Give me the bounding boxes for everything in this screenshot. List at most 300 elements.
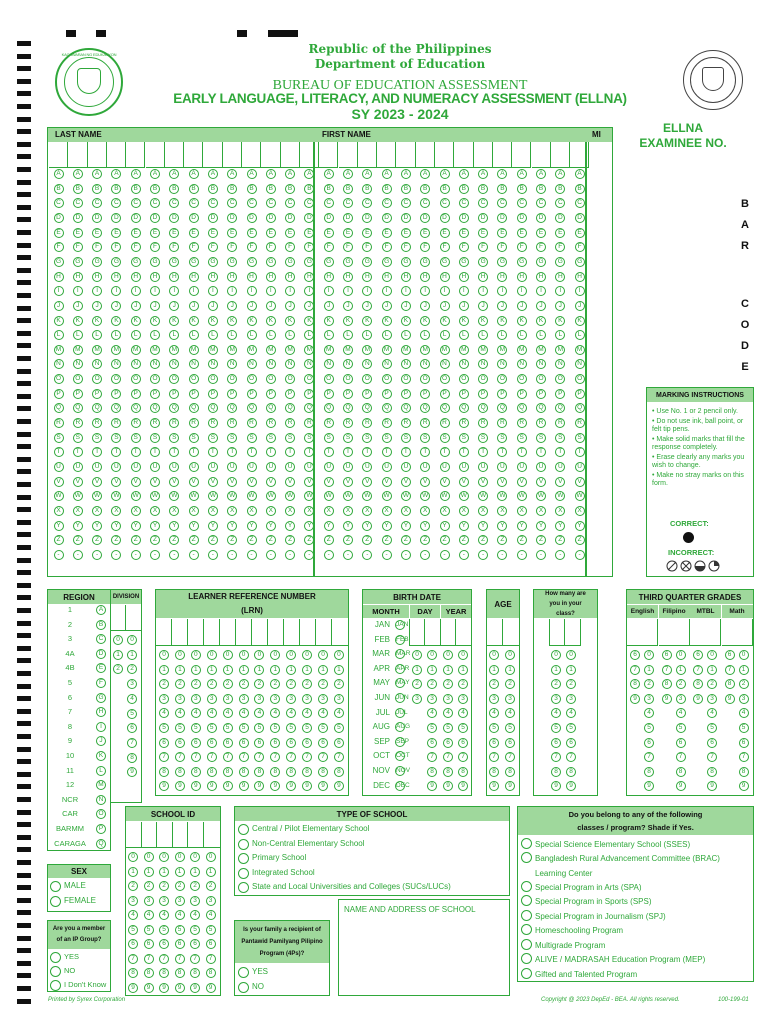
name-letter-bubble[interactable]: T — [459, 447, 469, 457]
name-letter-bubble[interactable]: I — [517, 286, 527, 296]
division-bubble[interactable]: 9 — [127, 767, 137, 777]
name-letter-bubble[interactable]: X — [440, 506, 450, 516]
age-bubble[interactable]: 3 — [489, 694, 499, 704]
name-letter-bubble[interactable]: J — [420, 301, 430, 311]
grade-bubble[interactable]: 5 — [739, 723, 749, 733]
name-letter-bubble[interactable]: W — [74, 492, 81, 500]
name-letter-bubble[interactable]: U — [111, 462, 121, 472]
school-id-bubble[interactable]: 2 — [128, 881, 138, 891]
grade-bubble[interactable]: 3 — [644, 694, 654, 704]
name-letter-bubble[interactable]: C — [247, 198, 257, 208]
lrn-bubble[interactable]: 7 — [286, 752, 296, 762]
name-letter-bubble[interactable]: R — [459, 418, 469, 428]
name-letter-bubble[interactable]: Q — [169, 403, 179, 413]
class-count-bubble[interactable]: 5 — [566, 723, 576, 733]
name-letter-bubble[interactable]: G — [343, 257, 353, 267]
name-letter-bubble[interactable]: H — [304, 272, 314, 282]
name-letter-bubble[interactable]: G — [285, 257, 295, 267]
month-bubble[interactable]: JAN — [396, 621, 409, 628]
name-letter-bubble[interactable]: R — [343, 418, 353, 428]
name-letter-bubble[interactable]: S — [401, 433, 411, 443]
ip-group-option[interactable]: NO — [50, 966, 75, 975]
lrn-bubble[interactable]: 4 — [175, 708, 185, 718]
name-letter-bubble[interactable]: F — [189, 242, 199, 252]
name-letter-bubble[interactable]: V — [440, 477, 450, 487]
grade-bubble[interactable]: 6 — [725, 650, 735, 660]
name-letter-bubble[interactable]: B — [517, 184, 527, 194]
name-letter-bubble[interactable]: U — [555, 462, 565, 472]
month-bubble[interactable]: AUG — [396, 723, 411, 731]
name-letter-bubble[interactable]: L — [111, 330, 121, 340]
name-letter-bubble[interactable]: L — [343, 330, 353, 340]
year-bubble[interactable]: 0 — [458, 650, 468, 660]
class-count-bubble[interactable]: 9 — [566, 781, 576, 791]
name-letter-bubble[interactable]: S — [54, 433, 64, 443]
name-letter-bubble[interactable]: B — [459, 184, 469, 194]
division-bubble[interactable]: 5 — [127, 709, 137, 719]
name-letter-bubble[interactable]: M — [497, 345, 507, 355]
name-letter-bubble[interactable]: K — [459, 316, 469, 326]
name-letter-bubble[interactable]: D — [478, 213, 488, 223]
name-letter-bubble[interactable]: F — [73, 242, 83, 252]
year-bubble[interactable]: 5 — [458, 723, 468, 733]
month-bubble[interactable]: DEC — [396, 781, 410, 789]
name-letter-bubble[interactable]: Q — [54, 403, 64, 413]
grade-bubble[interactable]: 7 — [693, 665, 703, 675]
name-letter-bubble[interactable]: E — [324, 228, 334, 238]
name-letter-bubble[interactable]: F — [420, 242, 430, 252]
name-letter-bubble[interactable]: X — [555, 506, 565, 516]
name-letter-bubble[interactable]: M — [131, 345, 141, 355]
name-letter-bubble[interactable]: I — [266, 286, 276, 296]
name-letter-bubble[interactable]: W — [576, 492, 583, 500]
name-letter-bubble[interactable]: C — [536, 198, 546, 208]
name-letter-bubble[interactable]: G — [169, 257, 179, 267]
name-letter-bubble[interactable]: - — [189, 550, 199, 560]
name-letter-bubble[interactable]: O — [247, 374, 257, 384]
name-letter-bubble[interactable]: S — [92, 433, 102, 443]
school-id-bubble[interactable]: 4 — [190, 910, 200, 920]
lrn-bubble[interactable]: 0 — [239, 650, 249, 660]
grade-entry-box[interactable] — [690, 619, 721, 646]
school-id-bubble[interactable]: 5 — [190, 925, 200, 935]
age-bubble[interactable]: 9 — [489, 781, 499, 791]
grade-bubble[interactable]: 8 — [662, 679, 672, 689]
school-id-bubble[interactable]: 4 — [175, 910, 185, 920]
name-letter-bubble[interactable]: Q — [343, 403, 353, 413]
grade-bubble[interactable]: 9 — [662, 694, 672, 704]
lrn-bubble[interactable]: 8 — [207, 767, 217, 777]
name-letter-bubble[interactable]: I — [440, 286, 450, 296]
day-bubble[interactable]: 9 — [427, 781, 437, 791]
name-letter-bubble[interactable]: U — [73, 462, 83, 472]
name-letter-bubble[interactable]: Q — [382, 403, 392, 413]
name-letter-bubble[interactable]: J — [189, 301, 199, 311]
name-letter-bubble[interactable]: O — [459, 374, 469, 384]
name-letter-bubble[interactable]: K — [420, 316, 430, 326]
lrn-bubble[interactable]: 2 — [207, 679, 217, 689]
name-letter-bubble[interactable]: F — [362, 242, 372, 252]
name-letter-bubble[interactable]: W — [248, 492, 255, 500]
name-letter-bubble[interactable]: R — [478, 418, 488, 428]
name-letter-bubble[interactable]: Q — [304, 403, 314, 413]
name-letter-bubble[interactable]: K — [517, 316, 527, 326]
name-letter-bubble[interactable]: U — [266, 462, 276, 472]
grade-bubble[interactable]: 2 — [676, 679, 686, 689]
name-letter-bubble[interactable]: B — [189, 184, 199, 194]
school-id-bubble[interactable]: 1 — [144, 867, 154, 877]
name-letter-bubble[interactable]: Q — [555, 403, 565, 413]
region-bubble[interactable]: G — [96, 693, 106, 703]
class-count-bubble[interactable]: 7 — [551, 752, 561, 762]
name-entry-box[interactable] — [435, 142, 454, 168]
name-letter-bubble[interactable]: - — [208, 550, 218, 560]
sex-option[interactable]: FEMALE — [50, 896, 96, 905]
name-letter-bubble[interactable]: Y — [343, 521, 353, 531]
lrn-bubble[interactable]: 0 — [207, 650, 217, 660]
name-letter-bubble[interactable]: C — [382, 198, 392, 208]
division-bubble[interactable]: 3 — [127, 679, 137, 689]
lrn-bubble[interactable]: 6 — [286, 738, 296, 748]
name-letter-bubble[interactable]: A — [440, 169, 450, 179]
name-letter-bubble[interactable]: M — [92, 345, 102, 355]
lrn-bubble[interactable]: 6 — [270, 738, 280, 748]
name-letter-bubble[interactable]: G — [266, 257, 276, 267]
name-letter-bubble[interactable]: I — [73, 286, 83, 296]
name-letter-bubble[interactable]: L — [575, 330, 585, 340]
lrn-bubble[interactable]: 3 — [302, 694, 312, 704]
name-letter-bubble[interactable]: A — [382, 169, 392, 179]
name-letter-bubble[interactable]: S — [111, 433, 121, 443]
name-letter-bubble[interactable]: X — [73, 506, 83, 516]
name-letter-bubble[interactable]: U — [478, 462, 488, 472]
name-letter-bubble[interactable]: Z — [362, 535, 372, 545]
name-letter-bubble[interactable]: R — [73, 418, 83, 428]
name-letter-bubble[interactable]: P — [497, 389, 507, 399]
grade-bubble[interactable]: 0 — [644, 650, 654, 660]
name-letter-bubble[interactable]: B — [227, 184, 237, 194]
name-letter-bubble[interactable]: W — [402, 492, 409, 500]
region-bubble[interactable]: E — [96, 663, 106, 673]
name-letter-bubble[interactable]: G — [575, 257, 585, 267]
name-letter-bubble[interactable]: T — [111, 447, 121, 457]
name-letter-bubble[interactable]: I — [324, 286, 334, 296]
grade-bubble[interactable]: 9 — [630, 694, 640, 704]
name-letter-bubble[interactable]: F — [401, 242, 411, 252]
name-letter-bubble[interactable]: W — [460, 492, 467, 500]
name-letter-bubble[interactable]: N — [227, 359, 237, 369]
name-letter-bubble[interactable]: M — [459, 345, 469, 355]
name-letter-bubble[interactable]: V — [536, 477, 546, 487]
name-letter-bubble[interactable]: V — [497, 477, 507, 487]
name-letter-bubble[interactable]: Z — [420, 535, 430, 545]
program-option[interactable]: ALIVE / MADRASAH Education Program (MEP) — [521, 953, 749, 968]
name-letter-bubble[interactable]: - — [478, 550, 488, 560]
name-letter-bubble[interactable]: M — [420, 345, 430, 355]
school-id-bubble[interactable]: 9 — [159, 983, 169, 993]
name-letter-bubble[interactable]: M — [440, 345, 450, 355]
name-letter-bubble[interactable]: A — [459, 169, 469, 179]
name-letter-bubble[interactable]: X — [517, 506, 527, 516]
lrn-bubble[interactable]: 9 — [207, 781, 217, 791]
name-letter-bubble[interactable]: E — [382, 228, 392, 238]
name-letter-bubble[interactable]: V — [92, 477, 102, 487]
name-letter-bubble[interactable]: D — [285, 213, 295, 223]
school-id-bubble[interactable]: 6 — [128, 939, 138, 949]
name-letter-bubble[interactable]: G — [150, 257, 160, 267]
fourps-option[interactable]: NO — [238, 982, 264, 991]
age-bubble[interactable]: 5 — [489, 723, 499, 733]
school-id-bubble[interactable]: 8 — [175, 968, 185, 978]
name-letter-bubble[interactable]: E — [362, 228, 372, 238]
name-letter-bubble[interactable]: Z — [478, 535, 488, 545]
name-letter-bubble[interactable]: T — [440, 447, 450, 457]
name-letter-bubble[interactable]: D — [575, 213, 585, 223]
lrn-bubble[interactable]: 4 — [254, 708, 264, 718]
grade-bubble[interactable]: 8 — [676, 767, 686, 777]
grade-bubble[interactable]: 8 — [693, 679, 703, 689]
grade-bubble[interactable]: 8 — [644, 767, 654, 777]
name-letter-bubble[interactable]: T — [517, 447, 527, 457]
name-letter-bubble[interactable]: M — [478, 345, 488, 355]
name-letter-bubble[interactable]: K — [73, 316, 83, 326]
name-letter-bubble[interactable]: O — [497, 374, 507, 384]
name-letter-bubble[interactable]: K — [497, 316, 507, 326]
grade-bubble[interactable]: 6 — [676, 738, 686, 748]
name-letter-bubble[interactable]: F — [575, 242, 585, 252]
name-letter-bubble[interactable]: L — [324, 330, 334, 340]
name-letter-bubble[interactable]: U — [575, 462, 585, 472]
name-letter-bubble[interactable]: T — [304, 447, 314, 457]
name-letter-bubble[interactable]: D — [497, 213, 507, 223]
name-letter-bubble[interactable]: E — [150, 228, 160, 238]
school-id-bubble[interactable]: 6 — [175, 939, 185, 949]
grade-bubble[interactable]: 0 — [739, 650, 749, 660]
lrn-bubble[interactable]: 1 — [318, 665, 328, 675]
name-letter-bubble[interactable]: L — [208, 330, 218, 340]
name-letter-bubble[interactable]: B — [285, 184, 295, 194]
name-letter-bubble[interactable]: - — [459, 550, 469, 560]
name-letter-bubble[interactable]: P — [92, 389, 102, 399]
school-id-bubble[interactable]: 5 — [144, 925, 154, 935]
lrn-bubble[interactable]: 4 — [239, 708, 249, 718]
name-letter-bubble[interactable]: W — [171, 492, 178, 500]
name-letter-bubble[interactable]: E — [247, 228, 257, 238]
age-bubble[interactable]: 0 — [505, 650, 515, 660]
name-letter-bubble[interactable]: J — [362, 301, 372, 311]
grade-bubble[interactable]: 0 — [707, 650, 717, 660]
name-letter-bubble[interactable]: C — [497, 198, 507, 208]
name-entry-box[interactable] — [49, 142, 68, 168]
name-letter-bubble[interactable]: W — [383, 492, 390, 500]
school-id-bubble[interactable]: 2 — [175, 881, 185, 891]
name-letter-bubble[interactable]: X — [189, 506, 199, 516]
name-letter-bubble[interactable]: P — [575, 389, 585, 399]
name-letter-bubble[interactable]: B — [54, 184, 64, 194]
name-letter-bubble[interactable]: O — [169, 374, 179, 384]
name-entry-box[interactable] — [242, 142, 261, 168]
school-id-bubble[interactable]: 3 — [175, 896, 185, 906]
age-bubble[interactable]: 5 — [505, 723, 515, 733]
lrn-bubble[interactable]: 3 — [239, 694, 249, 704]
name-letter-bubble[interactable]: Z — [575, 535, 585, 545]
name-letter-bubble[interactable]: - — [555, 550, 565, 560]
name-letter-bubble[interactable]: X — [227, 506, 237, 516]
grade-bubble[interactable]: 1 — [644, 665, 654, 675]
lrn-bubble[interactable]: 6 — [334, 738, 344, 748]
year-bubble[interactable]: 1 — [458, 665, 468, 675]
lrn-bubble[interactable]: 9 — [318, 781, 328, 791]
name-letter-bubble[interactable]: B — [131, 184, 141, 194]
name-letter-bubble[interactable]: F — [324, 242, 334, 252]
name-letter-bubble[interactable]: Y — [189, 521, 199, 531]
name-letter-bubble[interactable]: J — [208, 301, 218, 311]
grade-bubble[interactable]: 5 — [676, 723, 686, 733]
day-bubble[interactable]: 0 — [427, 650, 437, 660]
lrn-bubble[interactable]: 2 — [223, 679, 233, 689]
name-letter-bubble[interactable]: Z — [517, 535, 527, 545]
name-letter-bubble[interactable]: U — [324, 462, 334, 472]
name-letter-bubble[interactable]: L — [73, 330, 83, 340]
grade-entry-box[interactable] — [722, 619, 753, 646]
name-letter-bubble[interactable]: U — [92, 462, 102, 472]
name-letter-bubble[interactable]: C — [169, 198, 179, 208]
name-letter-bubble[interactable]: K — [208, 316, 218, 326]
name-letter-bubble[interactable]: B — [382, 184, 392, 194]
name-entry-box[interactable] — [493, 142, 512, 168]
name-letter-bubble[interactable]: U — [440, 462, 450, 472]
name-letter-bubble[interactable]: I — [459, 286, 469, 296]
name-letter-bubble[interactable]: I — [343, 286, 353, 296]
name-letter-bubble[interactable]: P — [362, 389, 372, 399]
name-letter-bubble[interactable]: B — [362, 184, 372, 194]
name-letter-bubble[interactable]: F — [111, 242, 121, 252]
name-letter-bubble[interactable]: K — [227, 316, 237, 326]
lrn-bubble[interactable]: 7 — [302, 752, 312, 762]
name-letter-bubble[interactable]: G — [131, 257, 141, 267]
name-letter-bubble[interactable]: D — [208, 213, 218, 223]
name-letter-bubble[interactable]: O — [285, 374, 295, 384]
name-letter-bubble[interactable]: E — [54, 228, 64, 238]
school-id-bubble[interactable]: 2 — [159, 881, 169, 891]
name-letter-bubble[interactable]: X — [150, 506, 160, 516]
school-id-bubble[interactable]: 7 — [206, 954, 216, 964]
name-letter-bubble[interactable]: Q — [478, 403, 488, 413]
name-letter-bubble[interactable]: W — [499, 492, 506, 500]
program-option[interactable]: Special Program in Arts (SPA) — [521, 881, 749, 896]
name-letter-bubble[interactable]: B — [169, 184, 179, 194]
age-bubble[interactable]: 1 — [489, 665, 499, 675]
name-letter-bubble[interactable]: U — [517, 462, 527, 472]
name-letter-bubble[interactable]: G — [54, 257, 64, 267]
year-bubble[interactable]: 6 — [443, 738, 453, 748]
name-letter-bubble[interactable]: U — [304, 462, 314, 472]
name-letter-bubble[interactable]: R — [150, 418, 160, 428]
month-bubble[interactable]: MAR — [396, 650, 411, 658]
class-count-bubble[interactable]: 1 — [551, 665, 561, 675]
name-letter-bubble[interactable]: O — [73, 374, 83, 384]
name-letter-bubble[interactable]: G — [227, 257, 237, 267]
name-letter-bubble[interactable]: V — [111, 477, 121, 487]
name-letter-bubble[interactable]: H — [517, 272, 527, 282]
name-letter-bubble[interactable]: R — [517, 418, 527, 428]
name-letter-bubble[interactable]: P — [285, 389, 295, 399]
name-letter-bubble[interactable]: - — [382, 550, 392, 560]
lrn-bubble[interactable]: 1 — [175, 665, 185, 675]
name-letter-bubble[interactable]: G — [189, 257, 199, 267]
name-letter-bubble[interactable]: U — [362, 462, 372, 472]
lrn-bubble[interactable]: 6 — [191, 738, 201, 748]
name-letter-bubble[interactable]: M — [575, 345, 585, 355]
name-letter-bubble[interactable]: X — [478, 506, 488, 516]
name-letter-bubble[interactable]: Z — [227, 535, 237, 545]
name-letter-bubble[interactable]: B — [92, 184, 102, 194]
name-letter-bubble[interactable]: R — [208, 418, 218, 428]
name-letter-bubble[interactable]: V — [266, 477, 276, 487]
grade-bubble[interactable]: 1 — [739, 665, 749, 675]
name-letter-bubble[interactable]: E — [73, 228, 83, 238]
school-id-bubble[interactable]: 6 — [144, 939, 154, 949]
lrn-bubble[interactable]: 1 — [286, 665, 296, 675]
name-letter-bubble[interactable]: F — [440, 242, 450, 252]
region-bubble[interactable]: C — [96, 634, 106, 644]
lrn-bubble[interactable]: 8 — [223, 767, 233, 777]
name-letter-bubble[interactable]: R — [324, 418, 334, 428]
name-letter-bubble[interactable]: H — [111, 272, 121, 282]
lrn-bubble[interactable]: 8 — [334, 767, 344, 777]
school-id-bubble[interactable]: 7 — [144, 954, 154, 964]
name-letter-bubble[interactable]: L — [382, 330, 392, 340]
name-letter-bubble[interactable]: X — [266, 506, 276, 516]
name-letter-bubble[interactable]: E — [111, 228, 121, 238]
name-letter-bubble[interactable]: C — [285, 198, 295, 208]
name-letter-bubble[interactable]: O — [536, 374, 546, 384]
name-letter-bubble[interactable]: P — [189, 389, 199, 399]
grade-bubble[interactable]: 9 — [693, 694, 703, 704]
lrn-bubble[interactable]: 8 — [318, 767, 328, 777]
name-letter-bubble[interactable]: H — [362, 272, 372, 282]
name-letter-bubble[interactable]: L — [169, 330, 179, 340]
name-letter-bubble[interactable]: Z — [536, 535, 546, 545]
name-letter-bubble[interactable]: Q — [362, 403, 372, 413]
grade-bubble[interactable]: 1 — [707, 665, 717, 675]
year-bubble[interactable]: 9 — [443, 781, 453, 791]
name-letter-bubble[interactable]: V — [131, 477, 141, 487]
name-letter-bubble[interactable]: T — [536, 447, 546, 457]
name-letter-bubble[interactable]: L — [304, 330, 314, 340]
name-letter-bubble[interactable]: H — [478, 272, 488, 282]
name-letter-bubble[interactable]: V — [401, 477, 411, 487]
name-letter-bubble[interactable]: W — [151, 492, 159, 500]
name-letter-bubble[interactable]: J — [247, 301, 257, 311]
year-bubble[interactable]: 8 — [458, 767, 468, 777]
name-letter-bubble[interactable]: J — [304, 301, 314, 311]
name-letter-bubble[interactable]: H — [150, 272, 160, 282]
name-letter-bubble[interactable]: Z — [111, 535, 121, 545]
ip-group-option[interactable]: I Don't Know — [50, 980, 106, 989]
division-bubble[interactable]: 8 — [127, 753, 137, 763]
name-letter-bubble[interactable]: X — [247, 506, 257, 516]
name-letter-bubble[interactable]: G — [555, 257, 565, 267]
name-letter-bubble[interactable]: X — [362, 506, 372, 516]
name-letter-bubble[interactable]: D — [555, 213, 565, 223]
name-letter-bubble[interactable]: I — [382, 286, 392, 296]
name-letter-bubble[interactable]: D — [324, 213, 334, 223]
name-letter-bubble[interactable]: J — [497, 301, 507, 311]
sex-option[interactable]: MALE — [50, 881, 86, 890]
name-entry-box[interactable] — [300, 142, 319, 168]
name-letter-bubble[interactable]: B — [73, 184, 83, 194]
